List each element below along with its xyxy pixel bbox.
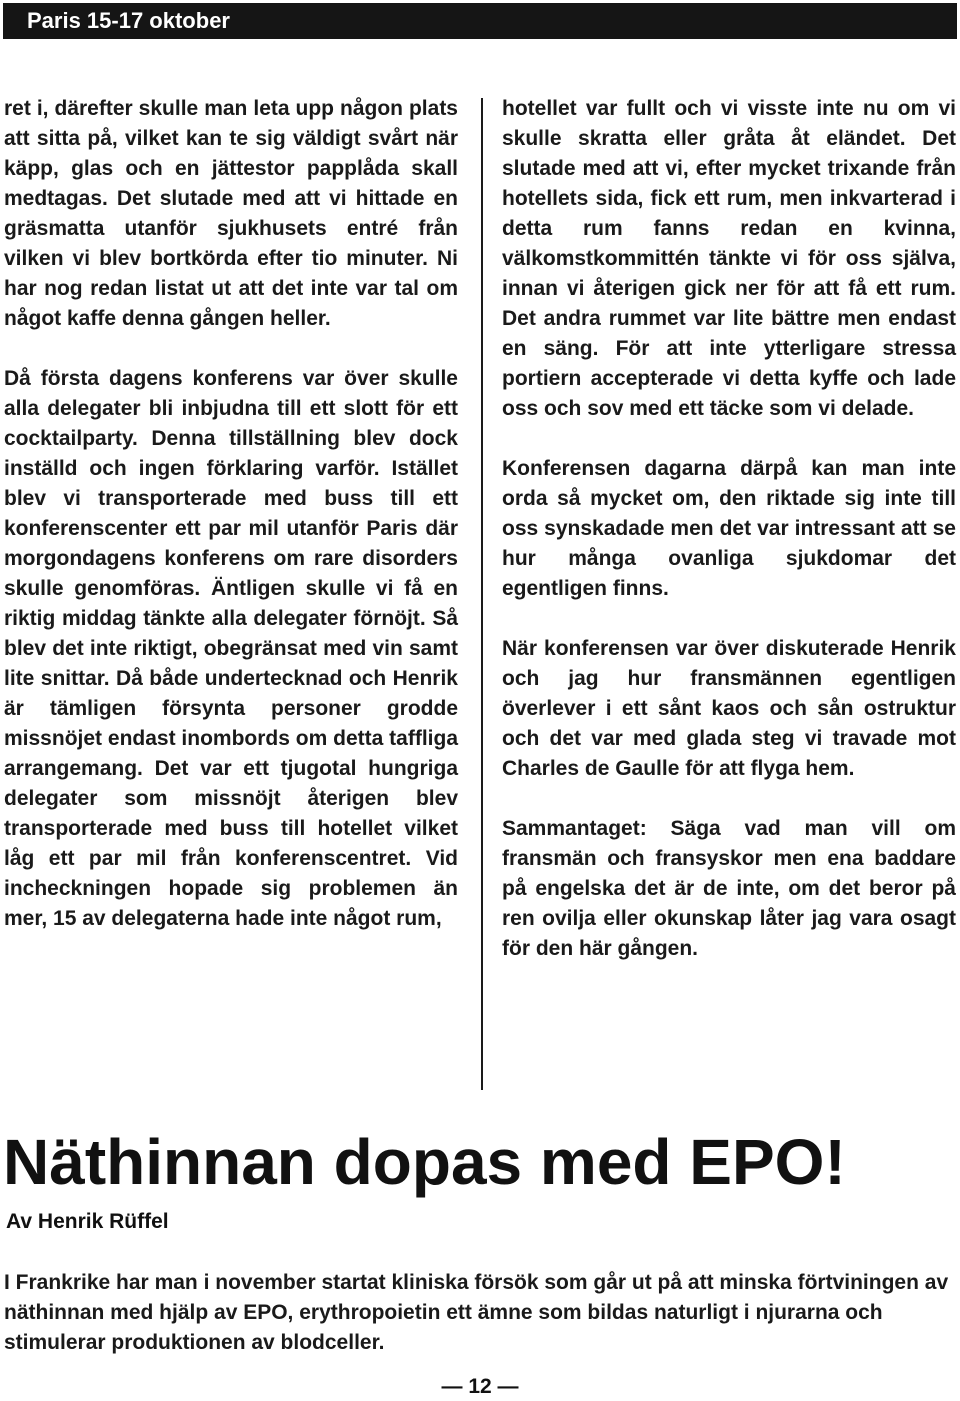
article-column-left <box>4 94 458 934</box>
section-title: Paris 15-17 oktober <box>27 8 230 33</box>
article-column-right <box>502 94 956 964</box>
article-intro: I Frankrike har man i november startat kliniska försök som går ut på att minska förtviningen av näthinnan med hjälp av EPO, erythropoietin ett ämne som bildas naturligt i njurarna och stimulerar produktionen av blodceller. <box>4 1271 949 1354</box>
body-paragraph: ret i, därefter skulle man leta upp någon plats att sitta på, vilket kan te sig väldigt svårt när käpp, glas och en jättestor papplåda skall medtagas. Det slutade med att vi hittade en gräsmatta utanför sjukhusets entré från vilken vi blev bortkörda efter tio minuter. Ni har nog redan listat ut att det inte var tal om något kaffe denna gången heller. <box>4 97 458 330</box>
column-divider <box>481 98 483 1090</box>
body-paragraph: Sammantaget: Säga vad man vill om fransmän och fransyskor men ena baddare på engelska det är de inte, om det beror på ren ovilja eller okunskap låter jag vara osagt för den här gången. <box>502 817 956 960</box>
body-paragraph: Då första dagens konferens var över skulle alla delegater bli inbjudna till ett slott för ett cocktailparty. Denna tillställning blev dock inställd och ingen förklaring varför. Istället blev vi transporterade med buss till ett konferenscenter ett par mil utanför Paris där morgondagens konferens om rare disorders skulle genomföras. Äntligen skulle vi få en riktig middag tänkte alla delegater förnöjt. Så blev det inte riktigt, obegränsat med vin samt lite snittar. Då både undertecknad och Henrik är tämligen försynta personer grodde missnöjet endast inombords om detta taffliga arrangemang. Det var ett tjugotal hungriga delegater som missnöjt återigen blev transporterade med buss till hotellet vilket låg ett par mil från konferenscentret. Vid incheckningen hopade sig problemen än mer, 15 av delegaterna hade inte något rum, <box>4 367 458 930</box>
page-number: — 12 — <box>441 1375 519 1398</box>
body-paragraph: Konferensen dagarna därpå kan man inte orda så mycket om, den riktade sig inte till oss synskadade men det var intressant att se hur många ovanliga sjukdomar det egentligen finns. <box>502 457 956 600</box>
article-byline: Av Henrik Rüffel <box>6 1210 169 1233</box>
body-paragraph: hotellet var fullt och vi visste inte nu om vi skulle skratta eller gråta åt eländet. Det slutade med att vi, efter mycket trixande från hotellets sida, fick ett rum, men inkvarterad i detta rum fanns redan en kvinna, välkomstkommittén tänkte vi för oss själva, innan vi återigen gick ner för att få ett rum. Det andra rummet var lite bättre men endast en säng. För att inte ytterligare stressa portiern accepterade vi detta kyffe och lade oss och sov med ett täcke som vi delade. <box>502 97 956 420</box>
header-bar <box>3 3 957 39</box>
article-headline: Näthinnan dopas med EPO! <box>3 1126 846 1198</box>
body-paragraph: När konferensen var över diskuterade Henrik och jag hur fransmännen egentligen överlever i ett sånt kaos och sån ostruktur och det var med glada steg vi travade mot Charles de Gaulle för att flyga hem. <box>502 637 956 780</box>
